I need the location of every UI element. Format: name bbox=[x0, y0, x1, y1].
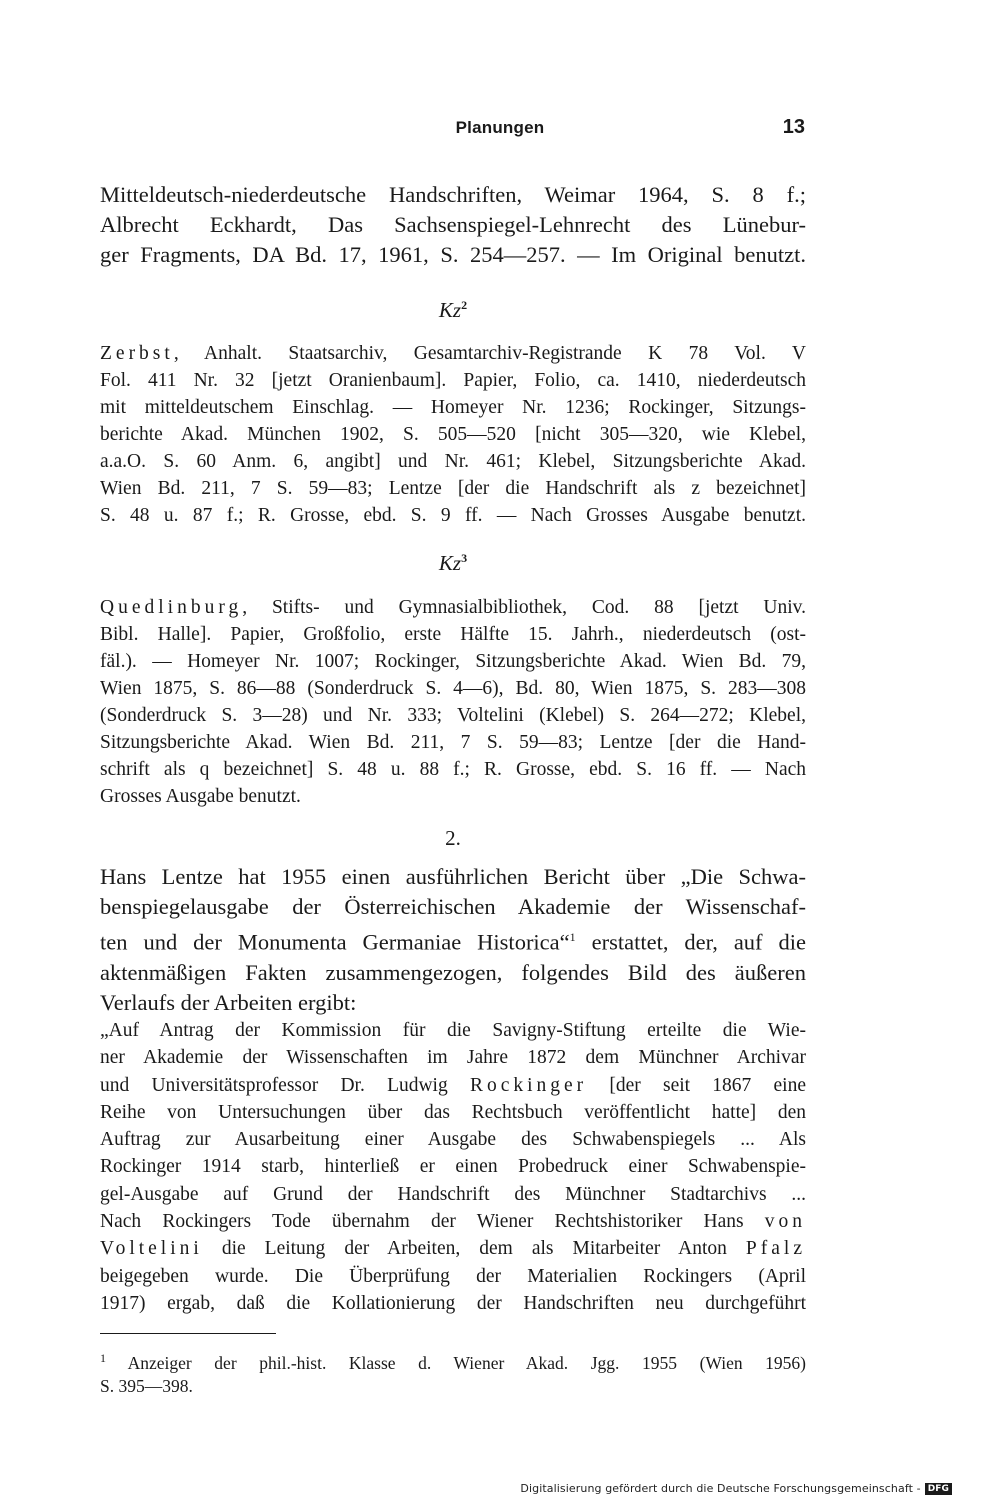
text-line: schrift als q bezeichnet] S. 48 u. 88 f.; R. Grosse, ebd. S. 16 ff. — Nach bbox=[100, 759, 806, 780]
siglum-label: Kz bbox=[438, 298, 462, 322]
text-line: Wien 1875, S. 86—88 (Sonderdruck S. 4—6), Bd. 80, Wien 1875, S. 283—308 bbox=[100, 678, 806, 699]
siglum-kz2 bbox=[0, 298, 906, 323]
page-number: 13 bbox=[782, 116, 805, 138]
footnote-marker: 1 bbox=[100, 1351, 106, 1365]
text-line: S. 395—398. bbox=[100, 1375, 193, 1396]
footnote bbox=[100, 1347, 806, 1398]
text-line: Zerbst, Anhalt. Staatsarchiv, Gesamtarchiv-Registrande K 78 Vol. V bbox=[100, 343, 806, 364]
siglum-superscript: 2 bbox=[461, 298, 468, 312]
text-line: Nach Rockingers Tode übernahm der Wiener Rechtshistoriker Hans von bbox=[100, 1211, 806, 1233]
text-line: fäl.). — Homeyer Nr. 1007; Rockinger, Sitzungsberichte Akad. Wien Bd. 79, bbox=[100, 651, 806, 672]
person-name: Voltelini bbox=[100, 1238, 203, 1260]
footnote-ref: 1 bbox=[569, 930, 576, 944]
running-title: Planungen bbox=[455, 118, 545, 137]
text-line: Verlaufs der Arbeiten ergibt: bbox=[100, 989, 357, 1015]
place-name: Zerbst bbox=[100, 343, 174, 364]
text-line: Bibl. Halle]. Papier, Großfolio, erste Hälfte 15. Jahrh., niederdeutsch (ost- bbox=[100, 624, 806, 645]
section-number: 2. bbox=[445, 826, 461, 850]
text-line: mit mitteldeutschem Einschlag. — Homeyer Nr. 1236; Rockinger, Sitzungs- bbox=[100, 397, 806, 418]
entry-kz3 bbox=[100, 594, 806, 810]
text-line: Albrecht Eckhardt, Das Sachsenspiegel-Lehnrecht des Lünebur- bbox=[100, 212, 806, 237]
text-line: „Auf Antrag der Kommission für die Savigny-Stiftung erteilte die Wie- bbox=[100, 1020, 806, 1041]
text-line: aktenmäßigen Fakten zusammengezogen, folgendes Bild des äußeren bbox=[100, 959, 806, 985]
entry-kz2 bbox=[100, 340, 806, 529]
digitization-credit bbox=[520, 1482, 952, 1495]
text-line: berichte Akad. München 1902, S. 505—520 [nicht 305—320, wie Klebel, bbox=[100, 424, 806, 445]
text-line: gel-Ausgabe auf Grund der Handschrift des Münchner Stadtarchivs ... bbox=[100, 1183, 806, 1205]
text-line: beigegeben wurde. Die Überprüfung der Materialien Rockingers (April bbox=[100, 1265, 806, 1287]
text-line: Mitteldeutsch-niederdeutsche Handschriften, Weimar 1964, S. 8 f.; bbox=[100, 182, 806, 207]
footnote-rule bbox=[100, 1333, 276, 1334]
person-name: von bbox=[764, 1211, 806, 1233]
person-name: Pfalz bbox=[745, 1238, 806, 1260]
text-line: benspiegelausgabe der Österreichischen Akademie der Wissenschaf- bbox=[100, 894, 806, 919]
text-line: Hans Lentze hat 1955 einen ausführlichen Bericht über „Die Schwa- bbox=[100, 864, 806, 889]
text-line: ner Akademie der Wissenschaften im Jahre 1872 dem Münchner Archivar bbox=[100, 1047, 806, 1069]
dfg-logo-icon: DFG bbox=[925, 1483, 952, 1495]
text-line: Voltelini die Leitung der Arbeiten, dem als Mitarbeiter Anton Pfalz bbox=[100, 1238, 806, 1260]
text-line: und Universitätsprofessor Dr. Ludwig Rockinger [der seit 1867 eine bbox=[100, 1074, 806, 1096]
text-line: Auftrag zur Ausarbeitung einer Ausgabe des Schwabenspiegels ... Als bbox=[100, 1129, 806, 1151]
paragraph-section-2 bbox=[100, 862, 806, 1018]
text-line: Rockinger 1914 starb, hinterließ er einen Probedruck einer Schwabenspie- bbox=[100, 1156, 806, 1178]
text-line: a.a.O. S. 60 Anm. 6, angibt] und Nr. 461; Klebel, Sitzungsberichte Akad. bbox=[100, 451, 806, 472]
siglum-label: Kz bbox=[438, 551, 462, 575]
text-line: Fol. 411 Nr. 32 [jetzt Oranienbaum]. Papier, Folio, ca. 1410, niederdeutsch bbox=[100, 370, 806, 391]
text-line: Grosses Ausgabe benutzt. bbox=[100, 786, 301, 807]
text-line: ger Fragments, DA Bd. 17, 1961, S. 254—257. — Im Original benutzt. bbox=[100, 242, 806, 267]
text-line: $^1$ Anzeiger der phil.-hist. Klasse d. Wiener Akad. Jgg. 1955 (Wien 1956) bbox=[100, 1351, 806, 1373]
text-line: (Sonderdruck S. 3—28) und Nr. 333; Voltelini (Klebel) S. 264—272; Klebel, bbox=[100, 705, 806, 726]
credit-text: Digitalisierung gefördert durch die Deutsche Forschungsgemeinschaft - bbox=[520, 1482, 921, 1495]
text-line: 1917) ergab, daß die Kollationierung der Handschriften neu durchgeführt bbox=[100, 1292, 806, 1314]
text-line: S. 48 u. 87 f.; R. Grosse, ebd. S. 9 ff. — Nach Grosses Ausgabe benutzt. bbox=[100, 505, 806, 526]
text-line: ten und der Monumenta Germaniae Historica“$^1$ erstattet, der, auf die bbox=[100, 929, 806, 955]
block-quote bbox=[100, 1017, 806, 1317]
text-line: Sitzungsberichte Akad. Wien Bd. 211, 7 S. 59—83; Lentze [der die Hand- bbox=[100, 732, 806, 753]
place-name: Quedlinburg bbox=[100, 597, 243, 618]
text-line: Reihe von Untersuchungen über das Rechtsbuch veröffentlicht hatte] den bbox=[100, 1101, 806, 1123]
person-name: Rockinger bbox=[469, 1074, 588, 1096]
text-line: Quedlinburg, Stifts- und Gymnasialbibliothek, Cod. 88 [jetzt Univ. bbox=[100, 597, 806, 618]
siglum-superscript: 3 bbox=[461, 551, 468, 565]
paragraph-bibliography bbox=[100, 180, 806, 270]
siglum-kz3 bbox=[0, 551, 906, 576]
text-line: Wien Bd. 211, 7 S. 59—83; Lentze [der die Handschrift als z bezeichnet] bbox=[100, 478, 806, 499]
